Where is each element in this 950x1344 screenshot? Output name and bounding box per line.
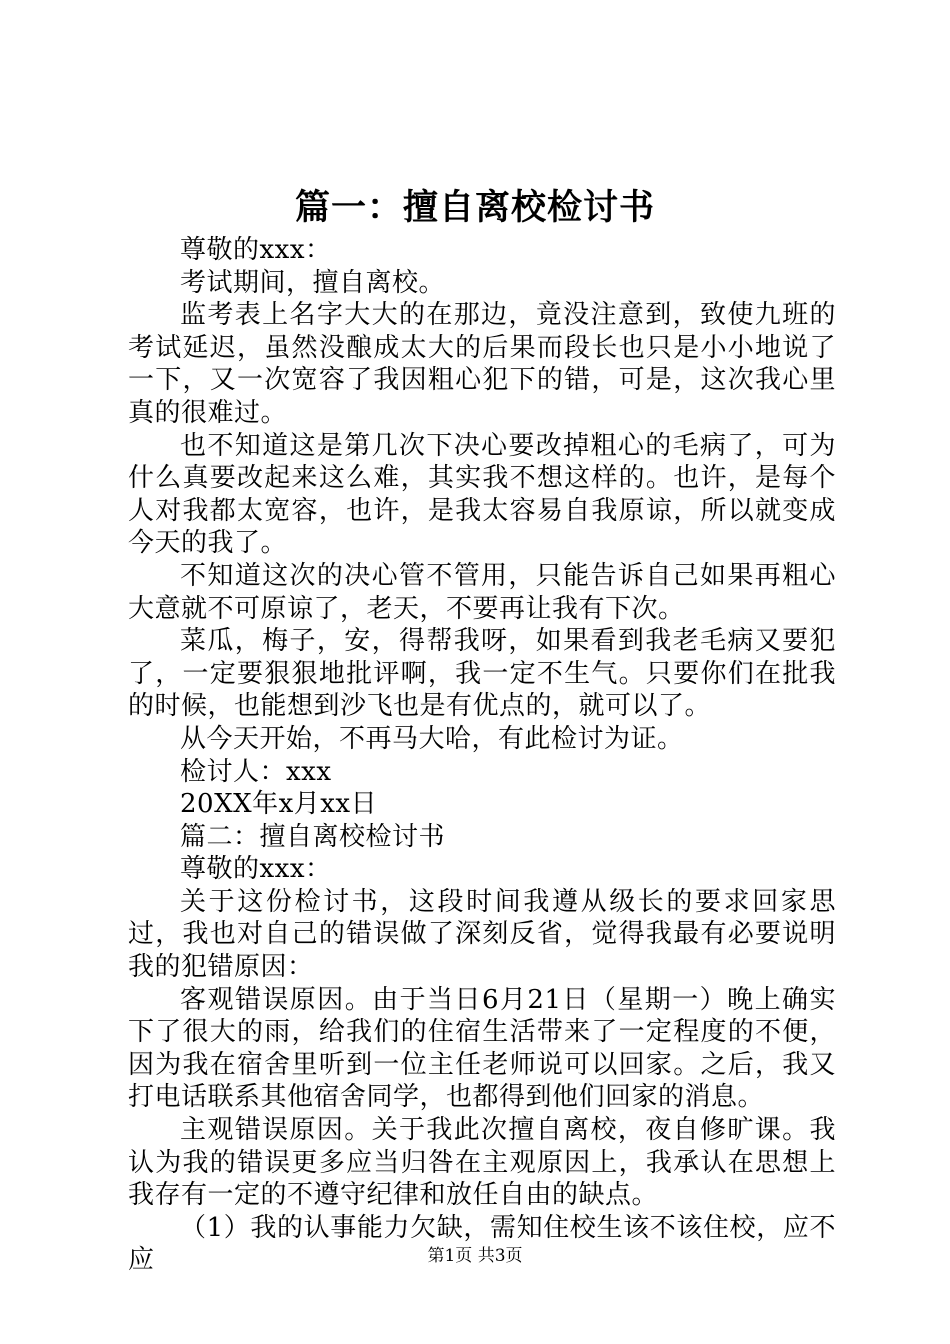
paragraph: 监考表上名字大大的在那边，竟没注意到，致使九班的考试延迟，虽然没酿成太大的后果而段长也只是小小地说了一下，又一次宽容了我因粗心犯下的错，可是，这次我心里真的很难过。 <box>128 300 836 428</box>
section-heading: 篇二：擅自离校检讨书 <box>180 821 446 852</box>
paragraph-salutation-2: 尊敬的xxx： <box>180 854 332 885</box>
paragraph: 不知道这次的决心管不管用，只能告诉自己如果再粗心大意就不可原谅了，老天，不要再让我有下次。 <box>128 560 836 624</box>
paragraph: 客观错误原因。由于当日6月21日（星期一）晚上确实下了很大的雨，给我们的住宿生活带来了一定程度的不便，因为我在宿舍里听到一位主任老师说可以回家。之后，我又打电话联系其他宿舍同学，也都得到他们回家的消息。 <box>128 984 836 1113</box>
paragraph: 关于这份检讨书，这段时间我遵从级长的要求回家思过，我也对自己的错误做了深刻反省，觉得我最有必要说明我的犯错原因： <box>128 886 836 983</box>
paragraph-salutation-1: 尊敬的xxx： <box>180 235 332 265</box>
paragraph: 从今天开始，不再马大哈，有此检讨为证。 <box>180 723 684 754</box>
signature-name: 检讨人：xxx <box>180 756 332 787</box>
document-title: 篇一：擅自离校检讨书 <box>294 187 655 228</box>
paragraph: 主观错误原因。关于我此次擅自离校，夜自修旷课。我认为我的错误更多应当归咎在主观原因上，我承认在思想上我存有一定的不遵守纪律和放任自由的缺点。 <box>128 1115 836 1211</box>
paragraph: 菜瓜，梅子，安，得帮我呀，如果看到我老毛病又要犯了，一定要狠狠地批评啊，我一定不生气。只要你们在批我的时候，也能想到沙飞也是有优点的，就可以了。 <box>128 626 836 722</box>
document-body <box>128 234 836 1277</box>
paragraph: （1）我的认事能力欠缺，需知住校生该不该住校，应不应 <box>128 1212 836 1276</box>
page-footer: 第1页 共3页 <box>427 1246 523 1266</box>
paragraph: 考试期间，擅自离校。 <box>180 267 446 298</box>
signature-date: 20XX年x月xx日 <box>180 789 378 820</box>
paragraph: 也不知道这是第几次下决心要改掉粗心的毛病了，可为什么真要改起来这么难，其实我不想这样的。也许，是每个人对我都太宽容，也许，是我太容易自我原谅，所以就变成今天的我了。 <box>128 430 836 559</box>
